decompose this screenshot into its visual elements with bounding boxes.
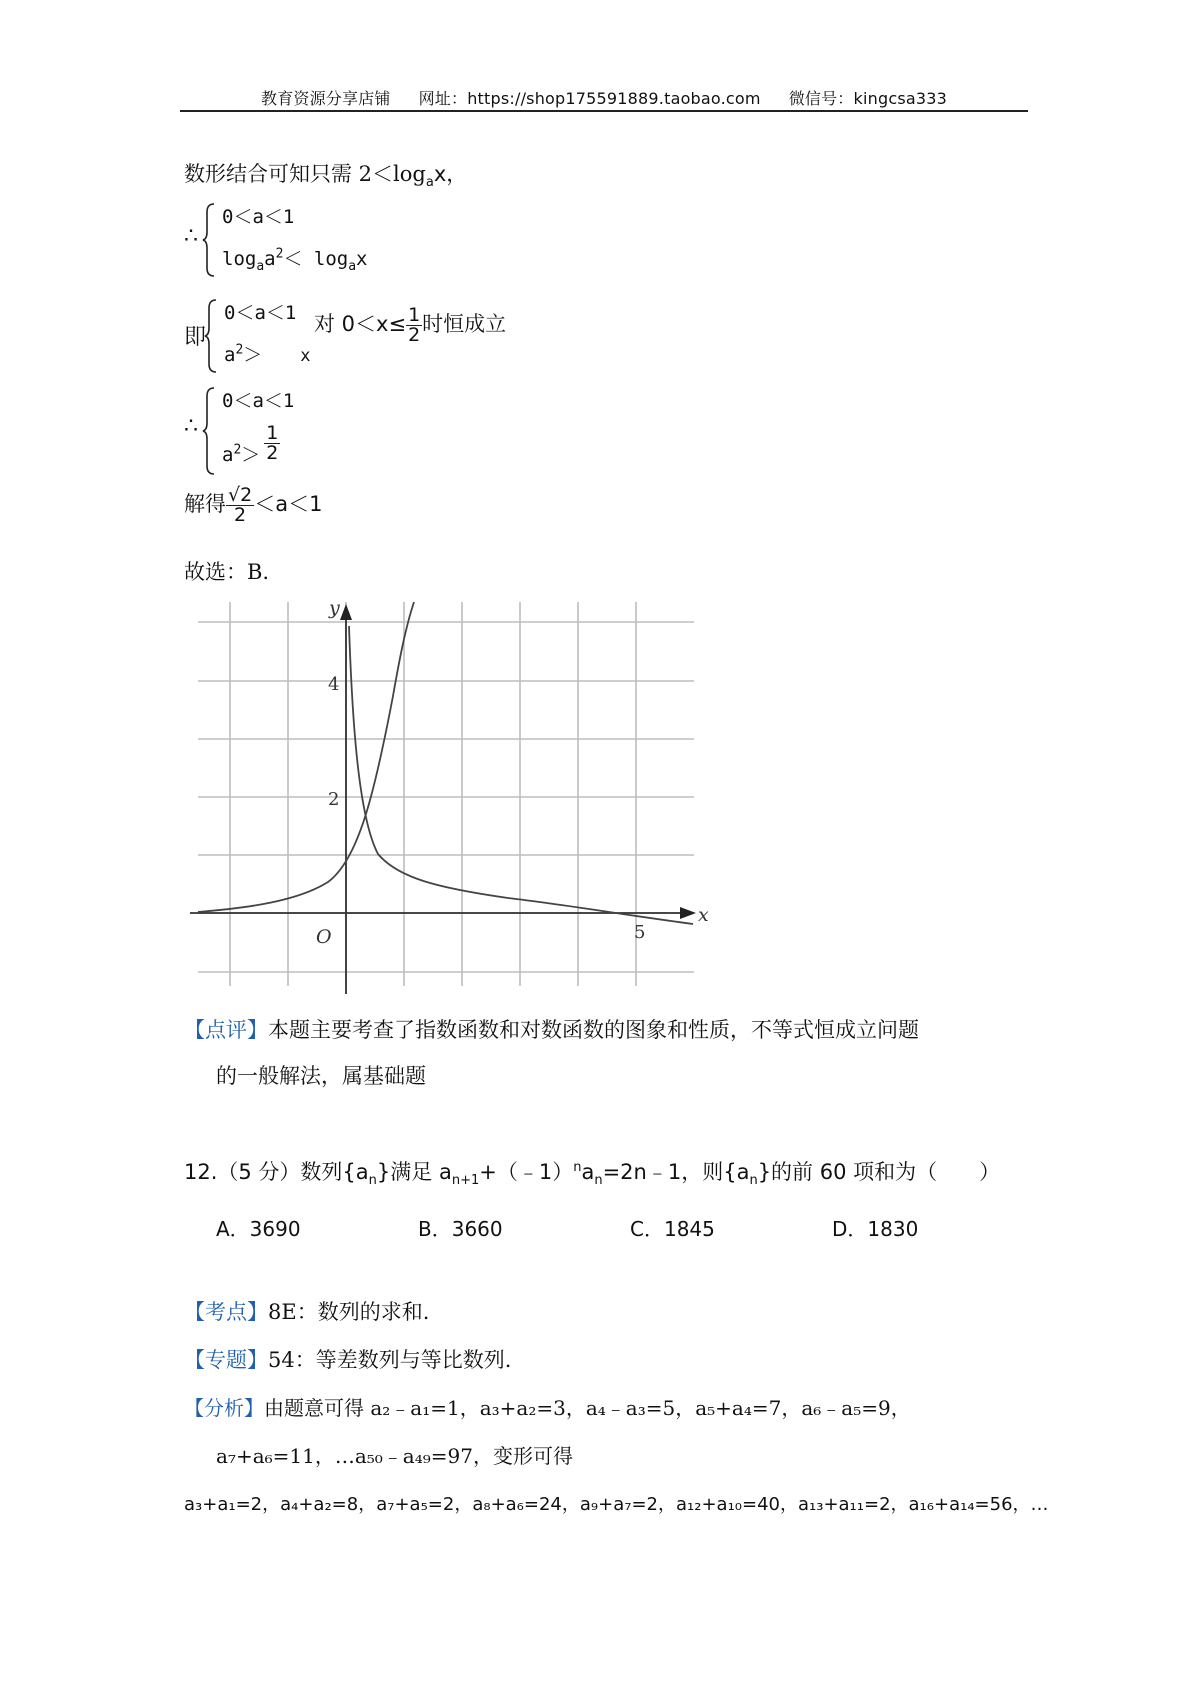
wechat: [789, 89, 947, 108]
brace-icon: [202, 202, 216, 278]
grid: [198, 602, 694, 986]
option-c: C．1845: [630, 1217, 715, 1241]
system-1-line-2: $\log_aa^2< \log_ax$: [222, 246, 368, 274]
url-label: 网址：: [418, 89, 468, 108]
therefore-symbol: ∴: [184, 414, 198, 439]
y-axis-label: y: [329, 597, 340, 619]
question-12-stem: 12.（5 分）数列$\{a_n\}$满足 $a_{n+1}+(﹣1)^na_n=2n﹣1$，则$\{a_n\}$的前 60 项和为（ ）: [184, 1160, 1001, 1189]
option-b: B．3660: [418, 1217, 503, 1241]
url-text: https://shop175591889.taobao.com: [467, 89, 761, 108]
system-2-line-1: 0＜a＜1: [224, 302, 297, 324]
header-rule: [180, 110, 1028, 112]
solution-line-1: 数形结合可知只需 $2<\log_ax$，: [184, 162, 468, 191]
page-header: [180, 86, 1028, 109]
y-axis-arrow-icon: [340, 604, 352, 620]
system-2: [184, 296, 664, 376]
wechat-id: kingcsa333: [853, 89, 947, 108]
fenxi-line-1: 【分析】由题意可得 a₂﹣a₁=1，a₃+a₂=3，a₄﹣a₃=5，a₅+a₄=7，a₆﹣a₅=9，: [184, 1396, 911, 1420]
shop-url: [419, 89, 761, 108]
system-1-line-1: 0＜a＜1: [222, 206, 295, 228]
therefore-symbol: ∴: [184, 224, 198, 249]
brace-icon: [204, 298, 218, 374]
zhuanti-line: 【专题】54：等差数列与等比数列.: [184, 1348, 512, 1372]
wechat-label: 微信号：: [788, 89, 854, 108]
function-graph: [188, 596, 718, 996]
system-3: [184, 384, 484, 480]
system-2-line-2: $a^2> x$: [224, 342, 311, 366]
x-axis-label: x: [698, 904, 709, 926]
comment-line-2: 的一般解法，属基础题: [216, 1064, 426, 1088]
comment-line-1: 【点评】本题主要考查了指数函数和对数函数的图象和性质，不等式恒成立问题: [184, 1018, 919, 1042]
fenxi-line-2: a₇+a₆=11，…a₅₀﹣a₄₉=97，变形可得: [216, 1444, 573, 1468]
logarithmic-curve: [349, 626, 693, 924]
choice-line: 故选：B.: [184, 560, 270, 584]
system-1: [184, 200, 484, 280]
x-axis-arrow-icon: [680, 907, 696, 919]
kaodian-line: 【考点】8E：数列的求和.: [184, 1300, 430, 1324]
y-tick-4: 4: [328, 674, 340, 695]
option-a: A．3690: [216, 1217, 301, 1241]
y-tick-2: 2: [328, 789, 340, 810]
system-3-line-1: 0＜a＜1: [222, 390, 295, 412]
x-tick-5: 5: [634, 922, 646, 943]
shop-name: 教育资源分享店铺: [261, 89, 391, 108]
brace-icon: [202, 386, 216, 476]
ji-label: 即: [184, 325, 207, 350]
system-3-line-2: $a^2>$ $\frac{1}{2}$: [222, 422, 279, 466]
fenxi-line-3: a₃+a₁=2，a₄+a₂=8，a₇+a₅=2，a₈+a₆=24，a₉+a₇=2，a₁₂+a₁₀=40，a₁₃+a₁₁=2，a₁₆+a₁₄=56，…: [184, 1494, 1049, 1515]
solve-line: 解得 $\frac{√2}{2}$ ＜a＜1: [184, 484, 323, 526]
option-d: D．1830: [832, 1217, 919, 1241]
comment-tag: 【点评】: [184, 1018, 268, 1042]
system-2-tail: 对 0＜x≤ $\frac{1}{2}$ 时恒成立: [314, 304, 507, 346]
origin-label: O: [316, 926, 332, 948]
